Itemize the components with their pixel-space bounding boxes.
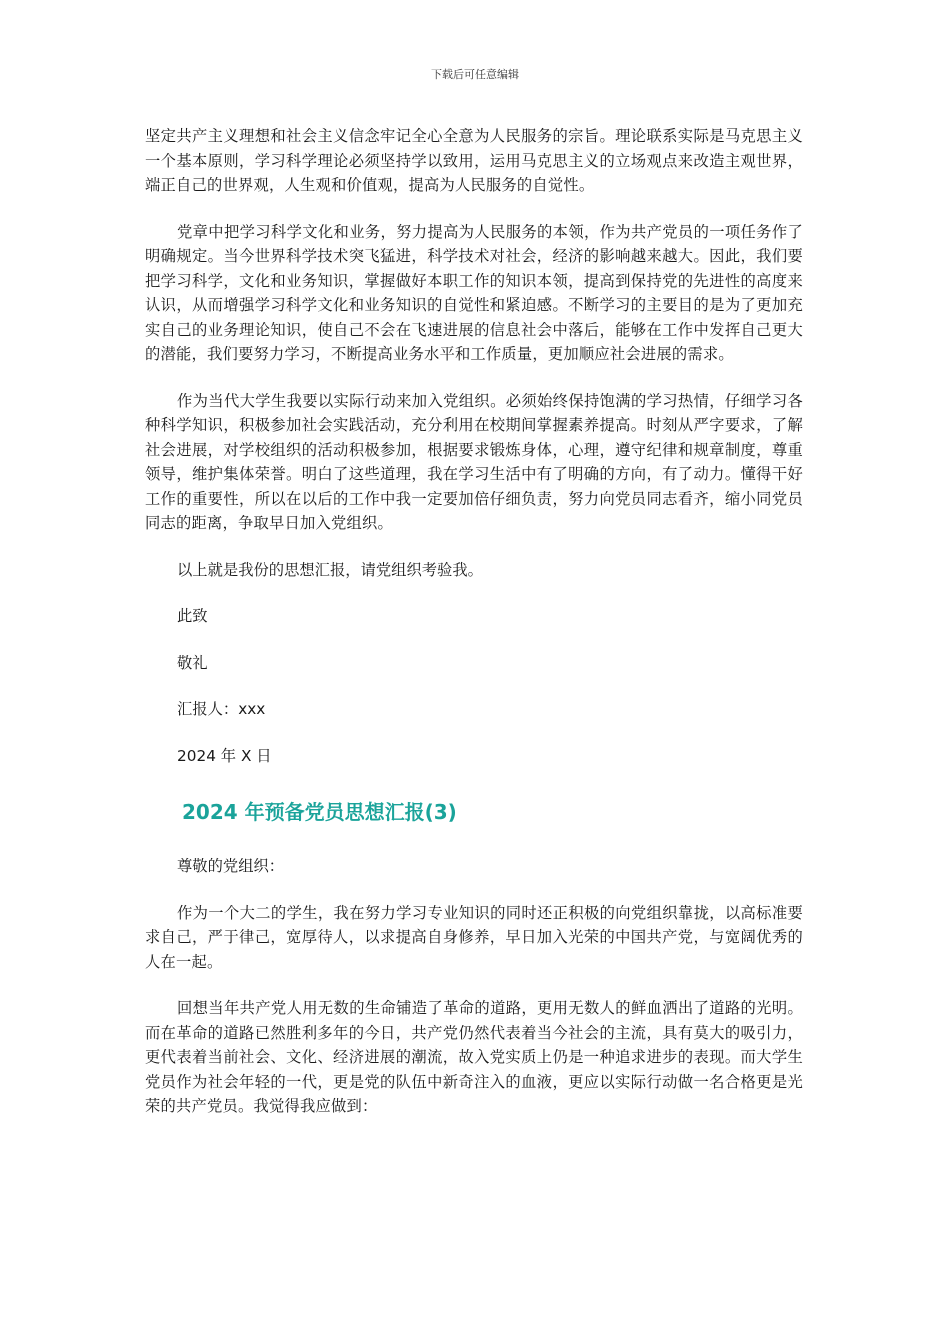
salutation-jingli: 敬礼 (177, 653, 208, 672)
closing-line: 以上就是我份的思想汇报，请党组织考验我。 (177, 560, 483, 579)
paragraph: 作为当代大学生我要以实际行动来加入党组织。必须始终保持饱满的学习热情，仔细学习各种科学知识，积极参加社会实践活动，充分利用在校期间掌握素养提高。时刻从严字要求，了解社会进展，对学校组织的活动积极参加，根据要求锻炼身体，心理，遵守纪律和规章制度，尊重领导，维护集体荣誉。明白了这些道理，我在学习生活中有了明确的方向，有了动力。懂得干好工作的重要性，所以在以后的工作中我一定要加倍仔细负责，努力向党员同志看齐，缩小同党员同志的距离，争取早日加入党组织。 (145, 391, 803, 532)
date-line: 2024 年 X 日 (177, 746, 272, 765)
section-title: 2024 年预备党员思想汇报(3) (182, 800, 457, 824)
salutation-cizhi: 此致 (177, 607, 208, 625)
paragraph: 坚定共产主义理想和社会主义信念牢记全心全意为人民服务的宗旨。理论联系实际是马克思主义一个基本原则，学习科学理论必须坚持学以致用，运用马克思主义的立场观点来改造主观世界，端正自己的世界观，人生观和价值观，提高为人民服务的自觉性。 (145, 127, 803, 194)
paragraph: 作为一个大二的学生，我在努力学习专业知识的同时还正积极的向党组织靠拢，以高标准要求自己，严于律己，宽厚待人，以求提高自身修养，早日加入光荣的中国共产党，与宽阔优秀的人在一起。 (145, 903, 803, 971)
paragraph: 回想当年共产党人用无数的生命铺造了革命的道路，更用无数人的鲜血洒出了道路的光明。而在革命的道路已然胜利多年的今日，共产党仍然代表着当今社会的主流，具有莫大的吸引力，更代表着当前社会、文化、经济进展的潮流，故入党实质上仍是一种追求进步的表现。而大学生党员作为社会年轻的一代，更是党的队伍中新奇注入的血液，更应以实际行动做一名合格更是光荣的共产党员。我觉得我应做到： (145, 999, 803, 1115)
page-header-note: 下载后可任意编辑 (431, 68, 519, 81)
reporter-line: 汇报人：xxx (177, 700, 266, 718)
salutation-line: 尊敬的党组织： (177, 857, 285, 875)
document-body (145, 124, 803, 1141)
paragraph: 党章中把学习科学文化和业务，努力提高为人民服务的本领，作为共产党员的一项任务作了明确规定。当今世界科学技术突飞猛进，科学技术对社会，经济的影响越来越大。因此，我们要把学习科学，文化和业务知识，掌握做好本职工作的知识本领，提高到保持党的先进性的高度来认识，从而增强学习科学文化和业务知识的自觉性和紧迫感。不断学习的主要目的是为了更加充实自己的业务理论知识，使自己不会在飞速进展的信息社会中落后，能够在工作中发挥自己更大的潜能，我们要努力学习，不断提高业务水平和工作质量，更加顺应社会进展的需求。 (145, 222, 803, 363)
